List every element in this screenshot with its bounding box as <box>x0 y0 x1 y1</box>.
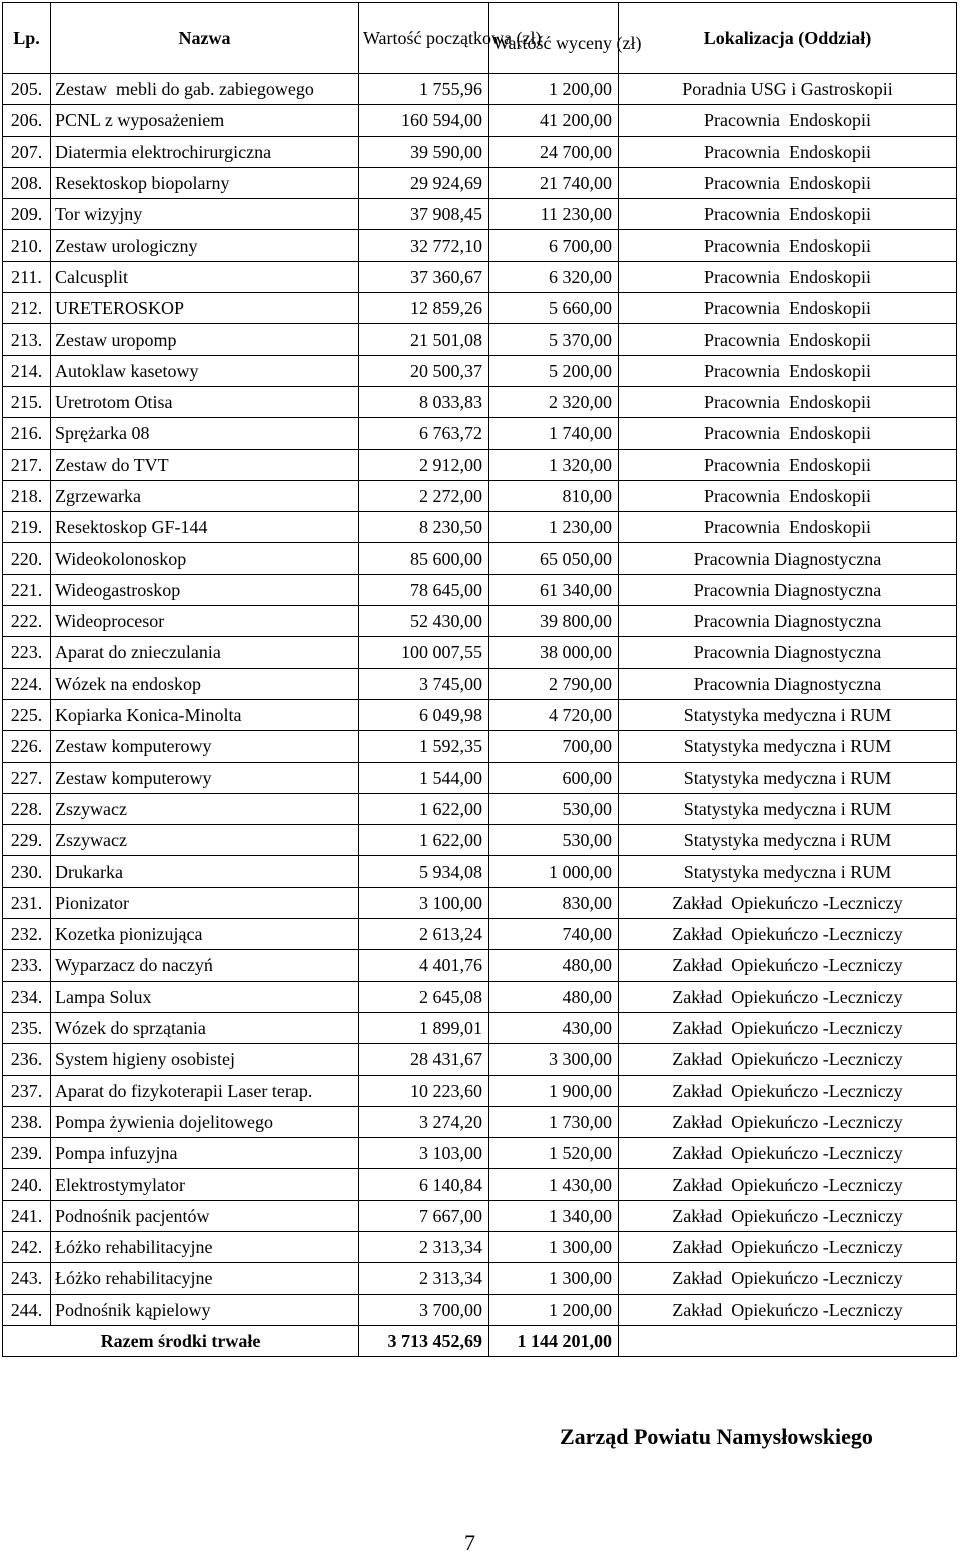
row-lp: 241. <box>3 1200 51 1231</box>
row-location: Pracownia Diagnostyczna <box>619 574 957 605</box>
row-initial-value: 21 501,08 <box>359 324 489 355</box>
table-row <box>3 856 957 887</box>
row-initial-value: 6 049,98 <box>359 699 489 730</box>
row-location: Zakład Opiekuńczo -Leczniczy <box>619 1138 957 1169</box>
header-initial-value-text: Wartość początkowa (zł) <box>363 28 542 48</box>
table-row <box>3 1138 957 1169</box>
row-location: Statystyka medyczna i RUM <box>619 856 957 887</box>
row-lp: 206. <box>3 105 51 136</box>
table-row <box>3 74 957 105</box>
total-valuation: 1 144 201,00 <box>489 1325 619 1356</box>
page-number: 7 <box>464 1530 475 1555</box>
row-location: Pracownia Endoskopii <box>619 324 957 355</box>
row-valuation: 2 790,00 <box>489 668 619 699</box>
row-name: Lampa Solux <box>51 981 359 1012</box>
row-initial-value: 39 590,00 <box>359 136 489 167</box>
row-name: Wideokolonoskop <box>51 543 359 574</box>
row-initial-value: 6 140,84 <box>359 1169 489 1200</box>
table-row <box>3 825 957 856</box>
table-row <box>3 919 957 950</box>
row-valuation: 1 320,00 <box>489 449 619 480</box>
row-location: Pracownia Endoskopii <box>619 136 957 167</box>
row-initial-value: 2 912,00 <box>359 449 489 480</box>
row-valuation: 41 200,00 <box>489 105 619 136</box>
row-name: Tor wizyjny <box>51 199 359 230</box>
row-initial-value: 6 763,72 <box>359 418 489 449</box>
row-location: Poradnia USG i Gastroskopii <box>619 74 957 105</box>
row-name: Uretrotom Otisa <box>51 386 359 417</box>
row-name: Zestaw komputerowy <box>51 731 359 762</box>
row-lp: 235. <box>3 1012 51 1043</box>
row-location: Pracownia Endoskopii <box>619 386 957 417</box>
row-location: Pracownia Diagnostyczna <box>619 543 957 574</box>
assets-table <box>2 2 957 1357</box>
row-valuation: 61 340,00 <box>489 574 619 605</box>
row-lp: 205. <box>3 74 51 105</box>
row-name: Kopiarka Konica-Minolta <box>51 699 359 730</box>
row-valuation: 1 740,00 <box>489 418 619 449</box>
row-initial-value: 85 600,00 <box>359 543 489 574</box>
table-row <box>3 793 957 824</box>
row-initial-value: 20 500,37 <box>359 355 489 386</box>
row-valuation: 1 340,00 <box>489 1200 619 1231</box>
row-name: Resektoskop GF-144 <box>51 512 359 543</box>
row-valuation: 480,00 <box>489 981 619 1012</box>
row-name: Aparat do fizykoterapii Laser terap. <box>51 1075 359 1106</box>
table-row <box>3 480 957 511</box>
row-name: Wideoprocesor <box>51 606 359 637</box>
row-location: Pracownia Endoskopii <box>619 449 957 480</box>
row-initial-value: 3 274,20 <box>359 1106 489 1137</box>
row-lp: 217. <box>3 449 51 480</box>
row-lp: 237. <box>3 1075 51 1106</box>
table-row <box>3 167 957 198</box>
row-name: Zestaw komputerowy <box>51 762 359 793</box>
row-lp: 214. <box>3 355 51 386</box>
row-location: Statystyka medyczna i RUM <box>619 793 957 824</box>
row-location: Zakład Opiekuńczo -Leczniczy <box>619 1106 957 1137</box>
row-initial-value: 1 622,00 <box>359 793 489 824</box>
row-lp: 211. <box>3 261 51 292</box>
row-name: Elektrostymylator <box>51 1169 359 1200</box>
row-valuation: 810,00 <box>489 480 619 511</box>
row-valuation: 6 320,00 <box>489 261 619 292</box>
row-location: Pracownia Endoskopii <box>619 230 957 261</box>
row-lp: 209. <box>3 199 51 230</box>
table-row <box>3 543 957 574</box>
row-name: Sprężarka 08 <box>51 418 359 449</box>
row-lp: 240. <box>3 1169 51 1200</box>
table-row <box>3 512 957 543</box>
row-initial-value: 1 592,35 <box>359 731 489 762</box>
header-lp: Lp. <box>3 3 51 74</box>
row-name: PCNL z wyposażeniem <box>51 105 359 136</box>
row-lp: 210. <box>3 230 51 261</box>
row-initial-value: 52 430,00 <box>359 606 489 637</box>
row-location: Statystyka medyczna i RUM <box>619 699 957 730</box>
header-location: Lokalizacja (Oddział) <box>619 3 957 74</box>
row-lp: 224. <box>3 668 51 699</box>
row-location: Zakład Opiekuńczo -Leczniczy <box>619 919 957 950</box>
row-name: System higieny osobistej <box>51 1044 359 1075</box>
row-initial-value: 37 360,67 <box>359 261 489 292</box>
table-row <box>3 699 957 730</box>
row-valuation: 24 700,00 <box>489 136 619 167</box>
row-location: Zakład Opiekuńczo -Leczniczy <box>619 1294 957 1325</box>
row-initial-value: 2 313,34 <box>359 1263 489 1294</box>
row-name: Wideogastroskop <box>51 574 359 605</box>
row-valuation: 2 320,00 <box>489 386 619 417</box>
row-initial-value: 12 859,26 <box>359 293 489 324</box>
row-name: Zestaw urologiczny <box>51 230 359 261</box>
row-initial-value: 2 272,00 <box>359 480 489 511</box>
row-name: Zestaw mebli do gab. zabiegowego <box>51 74 359 105</box>
row-initial-value: 1 544,00 <box>359 762 489 793</box>
table-row <box>3 1044 957 1075</box>
table-header-row <box>3 3 957 74</box>
row-valuation: 1 000,00 <box>489 856 619 887</box>
row-lp: 212. <box>3 293 51 324</box>
table-row <box>3 324 957 355</box>
row-location: Zakład Opiekuńczo -Leczniczy <box>619 1044 957 1075</box>
row-lp: 213. <box>3 324 51 355</box>
table-row <box>3 355 957 386</box>
row-initial-value: 8 033,83 <box>359 386 489 417</box>
row-lp: 207. <box>3 136 51 167</box>
row-initial-value: 37 908,45 <box>359 199 489 230</box>
table-row <box>3 762 957 793</box>
row-lp: 226. <box>3 731 51 762</box>
row-name: Resektoskop biopolarny <box>51 167 359 198</box>
row-location: Statystyka medyczna i RUM <box>619 762 957 793</box>
table-row <box>3 606 957 637</box>
row-lp: 229. <box>3 825 51 856</box>
row-lp: 239. <box>3 1138 51 1169</box>
row-location: Pracownia Endoskopii <box>619 261 957 292</box>
row-initial-value: 29 924,69 <box>359 167 489 198</box>
row-name: Łóżko rehabilitacyjne <box>51 1263 359 1294</box>
table-body <box>3 74 957 1326</box>
table-row <box>3 1106 957 1137</box>
row-location: Zakład Opiekuńczo -Leczniczy <box>619 981 957 1012</box>
row-valuation: 600,00 <box>489 762 619 793</box>
row-valuation: 430,00 <box>489 1012 619 1043</box>
row-valuation: 1 900,00 <box>489 1075 619 1106</box>
row-lp: 222. <box>3 606 51 637</box>
row-location: Pracownia Endoskopii <box>619 355 957 386</box>
row-initial-value: 160 594,00 <box>359 105 489 136</box>
row-name: Wózek do sprzątania <box>51 1012 359 1043</box>
row-valuation: 21 740,00 <box>489 167 619 198</box>
row-lp: 244. <box>3 1294 51 1325</box>
row-name: Wózek na endoskop <box>51 668 359 699</box>
row-lp: 218. <box>3 480 51 511</box>
row-lp: 221. <box>3 574 51 605</box>
row-initial-value: 2 313,34 <box>359 1231 489 1262</box>
row-name: Podnośnik kąpielowy <box>51 1294 359 1325</box>
row-initial-value: 7 667,00 <box>359 1200 489 1231</box>
row-initial-value: 1 899,01 <box>359 1012 489 1043</box>
row-initial-value: 3 700,00 <box>359 1294 489 1325</box>
table-row <box>3 574 957 605</box>
row-initial-value: 2 645,08 <box>359 981 489 1012</box>
row-valuation: 700,00 <box>489 731 619 762</box>
total-initial-value: 3 713 452,69 <box>359 1325 489 1356</box>
header-valuation <box>489 3 642 74</box>
row-lp: 208. <box>3 167 51 198</box>
row-valuation: 39 800,00 <box>489 606 619 637</box>
row-name: Podnośnik pacjentów <box>51 1200 359 1231</box>
row-name: URETEROSKOP <box>51 293 359 324</box>
row-initial-value: 100 007,55 <box>359 637 489 668</box>
table-row <box>3 1294 957 1325</box>
table-row <box>3 199 957 230</box>
row-lp: 227. <box>3 762 51 793</box>
row-valuation: 1 200,00 <box>489 1294 619 1325</box>
row-lp: 232. <box>3 919 51 950</box>
row-valuation: 530,00 <box>489 793 619 824</box>
table-row <box>3 105 957 136</box>
row-valuation: 1 230,00 <box>489 512 619 543</box>
row-location: Pracownia Endoskopii <box>619 418 957 449</box>
table-row <box>3 386 957 417</box>
row-name: Zszywacz <box>51 793 359 824</box>
row-name: Kozetka pionizująca <box>51 919 359 950</box>
table-row <box>3 230 957 261</box>
row-lp: 215. <box>3 386 51 417</box>
row-valuation: 11 230,00 <box>489 199 619 230</box>
row-initial-value: 3 103,00 <box>359 1138 489 1169</box>
table-row <box>3 136 957 167</box>
row-valuation: 5 200,00 <box>489 355 619 386</box>
row-lp: 216. <box>3 418 51 449</box>
table-row <box>3 1263 957 1294</box>
row-location: Zakład Opiekuńczo -Leczniczy <box>619 1231 957 1262</box>
row-initial-value: 2 613,24 <box>359 919 489 950</box>
row-lp: 243. <box>3 1263 51 1294</box>
row-location: Pracownia Endoskopii <box>619 199 957 230</box>
table-row <box>3 950 957 981</box>
row-valuation: 65 050,00 <box>489 543 619 574</box>
row-location: Zakład Opiekuńczo -Leczniczy <box>619 1012 957 1043</box>
row-location: Statystyka medyczna i RUM <box>619 825 957 856</box>
row-lp: 219. <box>3 512 51 543</box>
row-location: Pracownia Endoskopii <box>619 105 957 136</box>
row-lp: 233. <box>3 950 51 981</box>
row-initial-value: 32 772,10 <box>359 230 489 261</box>
total-row <box>3 1325 957 1356</box>
table-row <box>3 418 957 449</box>
table-row <box>3 668 957 699</box>
row-valuation: 1 520,00 <box>489 1138 619 1169</box>
row-valuation: 830,00 <box>489 887 619 918</box>
row-valuation: 38 000,00 <box>489 637 619 668</box>
row-valuation: 3 300,00 <box>489 1044 619 1075</box>
row-lp: 231. <box>3 887 51 918</box>
row-valuation: 1 300,00 <box>489 1231 619 1262</box>
row-name: Zszywacz <box>51 825 359 856</box>
table-row <box>3 1200 957 1231</box>
table-row <box>3 293 957 324</box>
row-name: Pompa infuzyjna <box>51 1138 359 1169</box>
row-valuation: 5 370,00 <box>489 324 619 355</box>
row-location: Zakład Opiekuńczo -Leczniczy <box>619 887 957 918</box>
header-name: Nazwa <box>51 3 359 74</box>
row-lp: 236. <box>3 1044 51 1075</box>
table-row <box>3 887 957 918</box>
row-name: Calcusplit <box>51 261 359 292</box>
row-initial-value: 3 100,00 <box>359 887 489 918</box>
row-name: Autoklaw kasetowy <box>51 355 359 386</box>
row-valuation: 740,00 <box>489 919 619 950</box>
row-name: Zgrzewarka <box>51 480 359 511</box>
table-row <box>3 1012 957 1043</box>
row-valuation: 1 730,00 <box>489 1106 619 1137</box>
row-valuation: 5 660,00 <box>489 293 619 324</box>
header-valuation-text: Wartość wyceny (zł) <box>493 33 642 53</box>
row-name: Pompa żywienia dojelitowego <box>51 1106 359 1137</box>
row-initial-value: 4 401,76 <box>359 950 489 981</box>
row-lp: 228. <box>3 793 51 824</box>
row-name: Zestaw uropomp <box>51 324 359 355</box>
row-location: Pracownia Endoskopii <box>619 480 957 511</box>
table-row <box>3 449 957 480</box>
row-valuation: 1 200,00 <box>489 74 619 105</box>
row-initial-value: 5 934,08 <box>359 856 489 887</box>
row-location: Pracownia Endoskopii <box>619 167 957 198</box>
table-row <box>3 1169 957 1200</box>
table-row <box>3 261 957 292</box>
row-lp: 220. <box>3 543 51 574</box>
table-row <box>3 981 957 1012</box>
row-location: Zakład Opiekuńczo -Leczniczy <box>619 950 957 981</box>
row-location: Pracownia Diagnostyczna <box>619 668 957 699</box>
row-initial-value: 8 230,50 <box>359 512 489 543</box>
row-initial-value: 28 431,67 <box>359 1044 489 1075</box>
row-location: Pracownia Diagnostyczna <box>619 606 957 637</box>
row-valuation: 1 300,00 <box>489 1263 619 1294</box>
row-name: Pionizator <box>51 887 359 918</box>
row-name: Diatermia elektrochirurgiczna <box>51 136 359 167</box>
row-location: Statystyka medyczna i RUM <box>619 731 957 762</box>
row-name: Aparat do znieczulania <box>51 637 359 668</box>
row-lp: 230. <box>3 856 51 887</box>
row-initial-value: 78 645,00 <box>359 574 489 605</box>
total-location-empty <box>619 1325 957 1356</box>
row-location: Zakład Opiekuńczo -Leczniczy <box>619 1263 957 1294</box>
row-location: Pracownia Endoskopii <box>619 512 957 543</box>
row-initial-value: 10 223,60 <box>359 1075 489 1106</box>
row-lp: 223. <box>3 637 51 668</box>
row-name: Łóżko rehabilitacyjne <box>51 1231 359 1262</box>
table-row <box>3 637 957 668</box>
row-lp: 234. <box>3 981 51 1012</box>
table-row <box>3 731 957 762</box>
row-lp: 225. <box>3 699 51 730</box>
row-lp: 242. <box>3 1231 51 1262</box>
table-row <box>3 1231 957 1262</box>
row-name: Wyparzacz do naczyń <box>51 950 359 981</box>
row-valuation: 1 430,00 <box>489 1169 619 1200</box>
total-label: Razem środki trwałe <box>3 1325 359 1356</box>
row-name: Zestaw do TVT <box>51 449 359 480</box>
row-initial-value: 1 622,00 <box>359 825 489 856</box>
header-initial-value <box>359 3 542 74</box>
row-valuation: 530,00 <box>489 825 619 856</box>
table-row <box>3 1075 957 1106</box>
signature-title: Zarząd Powiatu Namysłowskiego <box>560 1424 873 1449</box>
row-location: Zakład Opiekuńczo -Leczniczy <box>619 1075 957 1106</box>
row-location: Zakład Opiekuńczo -Leczniczy <box>619 1200 957 1231</box>
row-name: Drukarka <box>51 856 359 887</box>
row-location: Pracownia Diagnostyczna <box>619 637 957 668</box>
row-lp: 238. <box>3 1106 51 1137</box>
row-valuation: 6 700,00 <box>489 230 619 261</box>
row-initial-value: 3 745,00 <box>359 668 489 699</box>
row-initial-value: 1 755,96 <box>359 74 489 105</box>
row-location: Pracownia Endoskopii <box>619 293 957 324</box>
row-location: Zakład Opiekuńczo -Leczniczy <box>619 1169 957 1200</box>
row-valuation: 480,00 <box>489 950 619 981</box>
row-valuation: 4 720,00 <box>489 699 619 730</box>
